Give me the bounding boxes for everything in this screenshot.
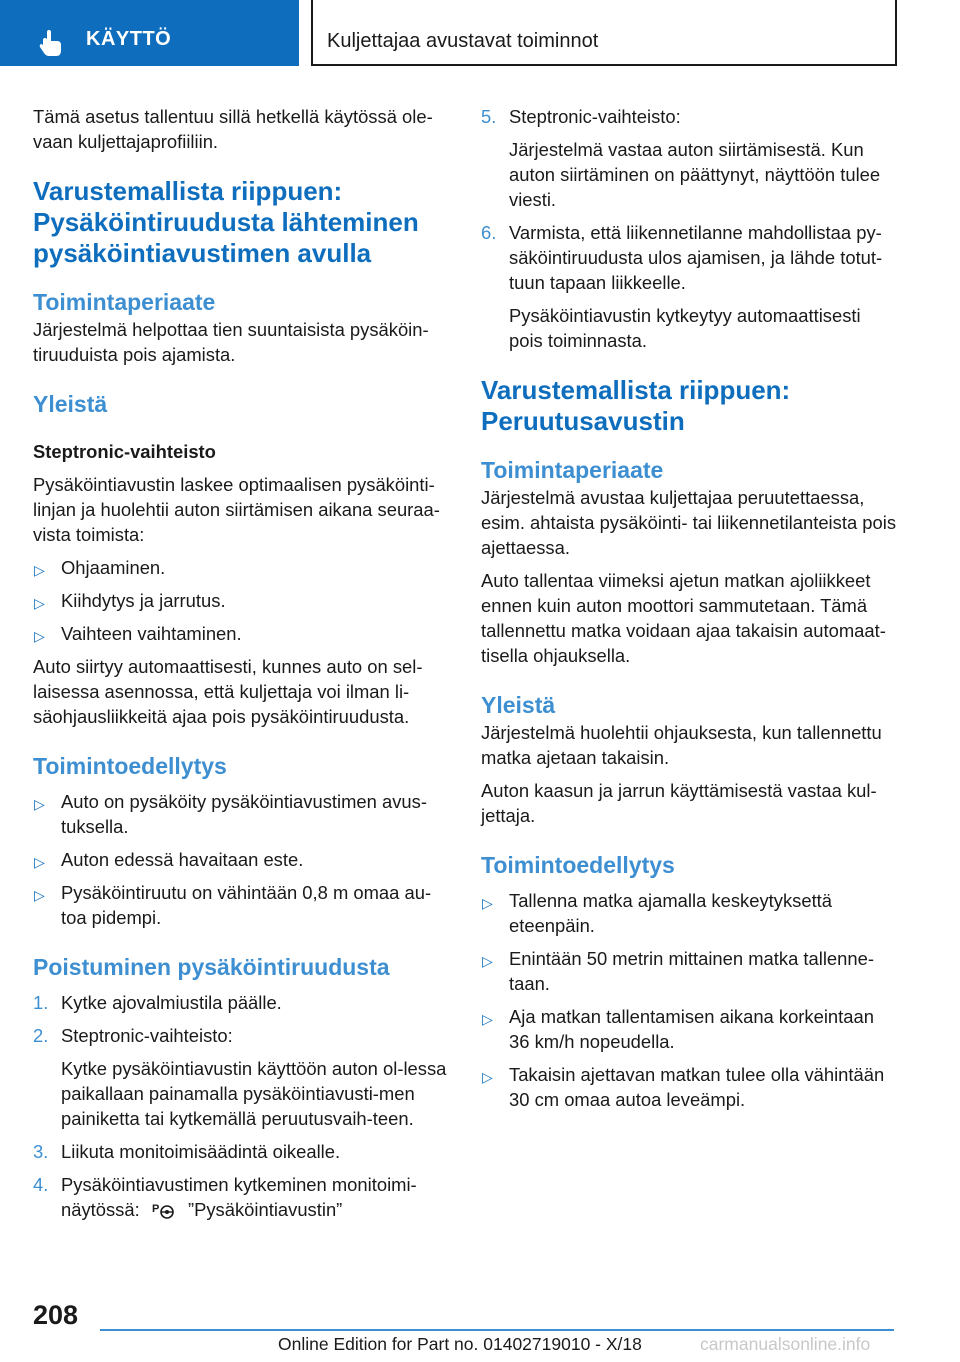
heading-requirements: Toimintoedellytys	[481, 852, 675, 878]
edition-text: Online Edition for Part no. 01402719010 - X/18	[278, 1334, 642, 1354]
step-number: 4.	[33, 1174, 49, 1195]
step-item	[481, 220, 897, 353]
principle-text: Auto tallentaa viimeksi ajetun matkan ajoliikkeet ennen kuin auton moottori sammutetaan. Tämä tallennettu matka voidaan ajaa takaisin automaat-tisella ohjauksella.	[481, 570, 886, 666]
bullet-icon: ▷	[34, 854, 45, 870]
subheading-steptronic: Steptronic-vaihteisto	[33, 441, 216, 462]
section-title-block	[481, 375, 897, 437]
auto-text: Auto siirtyy automaattisesti, kunnes auto on sel-laisessa asennossa, että kuljettaja voi ilman li-säohjausliikkeitä ajaa pois pysäköintiruudusta.	[33, 656, 423, 727]
bullet-icon: ▷	[482, 1069, 493, 1085]
step-number: 3.	[33, 1141, 49, 1162]
step-text: Liikuta monitoimisäädintä oikealle.	[61, 1141, 341, 1162]
list-item: ▷ Pysäköintiruutu on vähintään 0,8 m omaa au-toa pidempi.	[34, 882, 432, 928]
section-title-line2: Peruutusavustin	[481, 406, 685, 436]
step-number: 1.	[33, 992, 49, 1013]
watermark: carmanualsonline.info	[700, 1334, 871, 1354]
heading-requirements: Toimintoedellytys	[33, 753, 227, 779]
bullet-icon: ▷	[34, 628, 45, 644]
list-item: ▷ Auton edessä havaitaan este.	[33, 847, 449, 872]
svg-text:P: P	[151, 1203, 160, 1215]
step-text: Pysäköintiavustimen kytkeminen monitoimi-näytössä: P ”Pysäköintiavustin”	[61, 1174, 417, 1220]
heading-principle: Toimintaperiaate	[33, 289, 216, 315]
section-title-line3: pysäköintiavustimen avulla	[33, 238, 372, 268]
right-column	[481, 104, 897, 1112]
step-text: Steptronic-vaihteisto:	[61, 1025, 233, 1046]
section-title-line1: Varustemallista riippuen:	[33, 176, 343, 206]
intro-text: Tämä asetus tallentuu sillä hetkellä käytössä ole-vaan kuljettajaprofiiliin.	[33, 106, 433, 152]
bullet-icon: ▷	[34, 887, 45, 903]
bullet-icon: ▷	[34, 562, 45, 578]
section-title: KÄYTTÖ	[86, 28, 172, 50]
heading-exit: Poistuminen pysäköintiruudusta	[33, 954, 390, 980]
bullet-icon: ▷	[482, 1011, 493, 1027]
list-item: ▷ Ohjaaminen.	[33, 555, 449, 580]
step-number: 5.	[481, 106, 497, 127]
step-number: 2.	[33, 1025, 49, 1046]
step-text: Steptronic-vaihteisto:	[509, 106, 681, 127]
list-item: ▷ Tallenna matka ajamalla keskeytyksettä eteenpäin.	[482, 890, 833, 936]
step-item	[33, 1139, 449, 1164]
bullet-icon: ▷	[482, 895, 493, 911]
page-number: 208	[33, 1300, 79, 1330]
step-item	[33, 1172, 449, 1222]
list-item: ▷ Kiihdytys ja jarrutus.	[33, 588, 449, 613]
chapter-title: Kuljettajaa avustavat toiminnot	[327, 30, 599, 52]
list-item: ▷ Takaisin ajettavan matkan tulee olla vähintään 30 cm omaa autoa leveämpi.	[482, 1064, 885, 1110]
bullet-icon: ▷	[482, 953, 493, 969]
section-title-line1: Varustemallista riippuen:	[481, 375, 791, 405]
step-item	[481, 104, 897, 212]
general-text: Auton kaasun ja jarrun käyttämisestä vastaa kul-jettaja.	[481, 780, 877, 826]
step-subtext: Kytke pysäköintiavustin käyttöön auton ol-lessa paikallaan painamalla pysäköintiavusti-men painiketta tai kytkemällä peruutusvaih-teen.	[61, 1058, 447, 1129]
list-item: ▷ Enintään 50 metrin mittainen matka tallenne-taan.	[482, 948, 874, 994]
bullet-icon: ▷	[34, 595, 45, 611]
bullet-icon: ▷	[34, 796, 45, 812]
step-text: Varmista, että liikennetilanne mahdollistaa py-säköintiruudusta ulos ajamisen, ja lähde totut-tuun tapaan liikkeelle.	[509, 222, 883, 293]
left-column	[33, 104, 449, 1222]
step-item	[33, 1023, 449, 1131]
heading-general: Yleistä	[481, 692, 556, 718]
list-item: ▷ Aja matkan tallentamisen aikana korkeintaan 36 km/h nopeudella.	[482, 1006, 874, 1052]
chapter-box	[311, 0, 897, 66]
section-tab	[0, 0, 299, 66]
hand-touch-icon	[36, 27, 68, 59]
heading-principle: Toimintaperiaate	[481, 457, 664, 483]
list-item: ▷ Auto on pysäköity pysäköintiavustimen avus-tuksella.	[34, 791, 427, 837]
principle-text: Järjestelmä helpottaa tien suuntaisista pysäköin-tiruuduista pois ajamista.	[33, 319, 429, 365]
step-text: Kytke ajovalmiustila päälle.	[61, 992, 282, 1013]
heading-general: Yleistä	[33, 391, 108, 417]
section-title-block	[33, 176, 449, 269]
step-subtext: Järjestelmä vastaa auton siirtämisestä. Kun auton siirtäminen on päättynyt, näyttöön tulee viesti.	[509, 139, 881, 210]
parking-assistant-icon	[151, 1201, 177, 1219]
section-title-line2: Pysäköintiruudusta lähteminen	[33, 207, 419, 237]
list-item: ▷ Vaihteen vaihtaminen.	[33, 621, 449, 646]
step-item	[33, 990, 449, 1015]
steptronic-text: Pysäköintiavustin laskee optimaalisen pysäköinti-linjan ja huolehtii auton siirtämisen aikana seuraa-vista toimista:	[33, 474, 440, 545]
step-number: 6.	[481, 222, 497, 243]
step-subtext: Pysäköintiavustin kytkeytyy automaattisesti pois toiminnasta.	[509, 305, 861, 351]
principle-text: Järjestelmä avustaa kuljettajaa peruutettaessa, esim. ahtaista pysäköinti- tai liikennetilanteista pois ajettaessa.	[481, 487, 897, 558]
footer-divider	[100, 1329, 894, 1331]
general-text: Järjestelmä huolehtii ohjauksesta, kun tallennettu matka ajetaan takaisin.	[481, 722, 882, 768]
